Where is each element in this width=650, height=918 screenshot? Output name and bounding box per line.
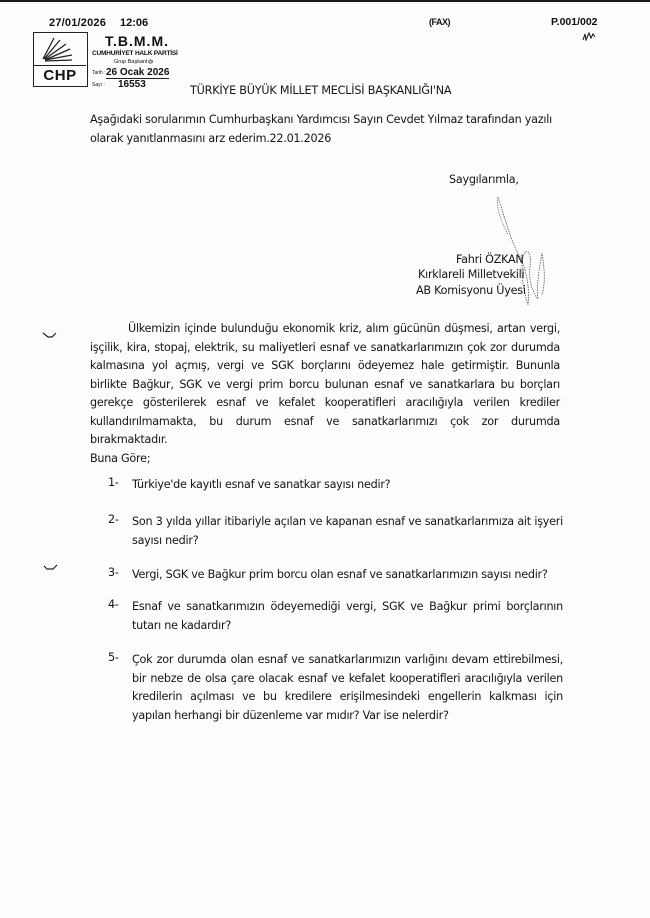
question-number: 1- xyxy=(108,476,119,489)
stamp-number-label: Sayı : xyxy=(92,82,105,88)
scan-edge xyxy=(0,0,650,2)
fax-label: (FAX) xyxy=(429,17,450,27)
body-paragraph xyxy=(90,320,560,450)
signatory-role: Kırklareli Milletvekili xyxy=(418,268,525,281)
handwritten-initials-icon xyxy=(582,31,596,41)
question-number: 2- xyxy=(108,513,119,526)
question-number: 3- xyxy=(108,566,119,579)
document-title: TÜRKİYE BÜYÜK MİLLET MECLİSİ BAŞKANLIĞI'NA xyxy=(190,84,452,97)
lead-in: Buna Göre; xyxy=(90,452,151,465)
fax-date: 27/01/2026 xyxy=(49,17,107,29)
question-item xyxy=(108,566,563,585)
question-text: Çok zor durumda olan esnaf ve sanatkarlarımızın varlığını devam ettirebilmesi, bir nebze de olsa çare olacak esnaf ve kefalet kooperatifleri aracılığıyla verilen kredilerin açılması ve bu kredilere erişilmesindeki engellerin kalkması için yapılan herhangi bir düzenleme var mıdır? Var ise nelerdir? xyxy=(132,653,563,722)
intro-text: Aşağıdaki sorularımın Cumhurbaşkanı Yardımcısı Sayın Cevdet Yılmaz tarafından yazılı olarak yanıtlanmasını arz ederim.22.01.2026 xyxy=(90,113,552,145)
checkmark-icon xyxy=(43,563,59,571)
question-number: 4- xyxy=(108,598,119,611)
fax-page-number: P.001/002 xyxy=(551,16,598,28)
stamp-date-label: Tarih : xyxy=(92,70,106,76)
fax-time: 12:06 xyxy=(120,17,149,29)
stamp-institution: T.B.M.M. xyxy=(105,33,169,49)
stamp-office: Grup Başkanlığı xyxy=(114,59,154,65)
question-text: Esnaf ve sanatkarımızın ödeyemediği vergi, SGK ve Bağkur primi borçlarının tutarı ne kadardır? xyxy=(132,600,563,632)
question-item xyxy=(108,476,563,495)
question-item xyxy=(108,598,563,635)
question-number: 5- xyxy=(108,651,119,664)
signatory-committee: AB Komisyonu Üyesi xyxy=(416,284,526,297)
stamp-number: 16553 xyxy=(118,79,146,90)
six-arrows-icon xyxy=(34,33,86,66)
question-text: Son 3 yılda yıllar itibariyle açılan ve kapanan esnaf ve sanatkarlarımıza ait işyeri sayısı nedir? xyxy=(132,515,563,547)
question-text: Türkiye'de kayıtlı esnaf ve sanatkar sayısı nedir? xyxy=(132,478,391,491)
greeting: Saygılarımla, xyxy=(449,173,519,186)
signatory-name: Fahri ÖZKAN xyxy=(456,253,524,266)
body-paragraph-text: Ülkemizin içinde bulunduğu ekonomik kriz, alım gücünün düşmesi, artan vergi, işçilik, kira, stopaj, elektrik, su maliyetleri esnaf ve sanatkarlarımızın çok zor durumda kalmasına yol açmış, vergi ve SGK borçlarını ödeyemez hale getirmiştir. Bununla birlikte Bağkur, SGK ve vergi prim borcu bulunan esnaf ve sanatkarlara bu borçları gerekçe gösterilerek esnaf ve kefalet kooperatifleri aracılığıyla verilen krediler kullandırılmamakta, bu durum esnaf ve sanatkarlarımızı çok zor durumda bırakmaktadır. xyxy=(90,322,560,446)
checkmark-icon xyxy=(42,331,58,339)
question-item xyxy=(108,651,563,725)
question-item xyxy=(108,513,563,550)
stamp-date: 26 Ocak 2026 xyxy=(106,67,170,78)
stamp-party-name: CUMHURİYET HALK PARTİSİ xyxy=(92,50,178,57)
chp-logo-text: CHP xyxy=(43,67,77,84)
chp-logo xyxy=(33,32,88,87)
question-text: Vergi, SGK ve Bağkur prim borcu olan esnaf ve sanatkarlarımızın sayısı nedir? xyxy=(132,568,548,581)
